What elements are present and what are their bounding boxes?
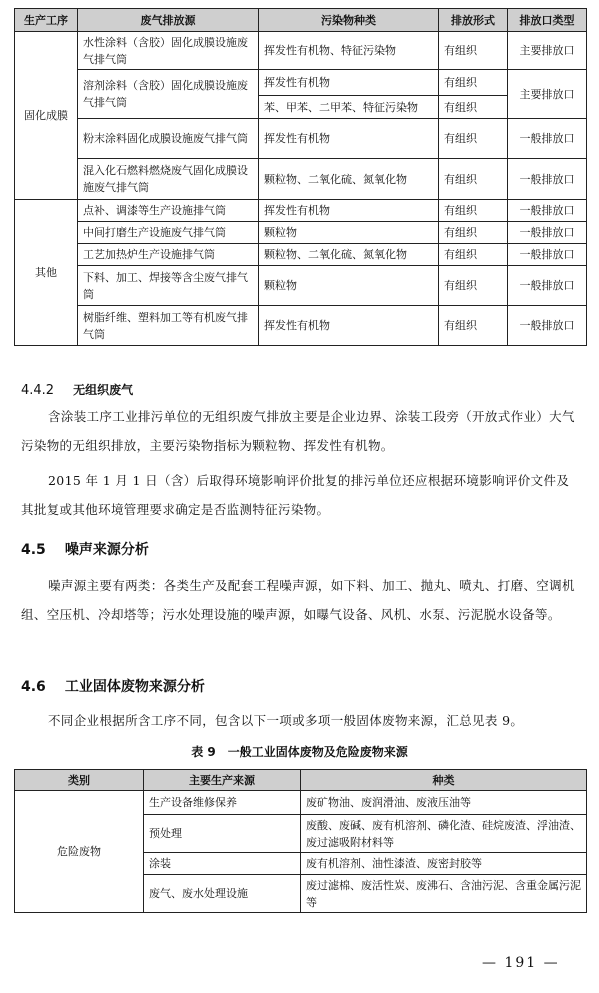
outlet-type-cell: 一般排放口: [508, 266, 587, 306]
source-cell: 废气、废水处理设施: [144, 875, 301, 913]
header-main-source: 主要生产来源: [144, 770, 301, 791]
outlet-type-cell: 一般排放口: [508, 222, 587, 244]
pollutant-cell: 挥发性有机物: [259, 119, 439, 159]
emission-source-table: [14, 8, 587, 346]
source-cell: 涂装: [144, 853, 301, 875]
table-header-row: [15, 9, 587, 32]
outlet-type-cell: 一般排放口: [508, 306, 587, 346]
section-45-heading: [21, 539, 149, 559]
source-cell: 中间打磨生产设施废气排气筒: [78, 222, 259, 244]
table-row: [15, 222, 587, 244]
header-category: 类别: [15, 770, 144, 791]
section-title: 无组织废气: [73, 383, 134, 397]
paragraph-monitoring: 2015 年 1 月 1 日（含）后取得环境影响评价批复的排污单位还应根据环境影响评价文件及其批复或其他环境管理要求确定是否监测特征污染物。: [21, 473, 570, 517]
source-cell: 水性涂料（含胶）固化成膜设施废气排气筒: [78, 32, 259, 70]
table-row: [15, 159, 587, 200]
form-cell: 有组织: [439, 306, 508, 346]
kind-cell: 废酸、废碱、废有机溶剂、磷化渣、硅烷废渣、浮油渣、废过滤吸附材料等: [301, 815, 587, 853]
table-9-caption: 表 9 一般工业固体废物及危险废物来源: [191, 745, 408, 759]
section-number: 4.4.2: [21, 383, 55, 398]
table-row: [15, 119, 587, 159]
source-cell: 生产设备维修保养: [144, 791, 301, 815]
header-pollutant: 污染物种类: [259, 9, 439, 32]
pollutant-cell: 颗粒物、二氧化硫、氮氧化物: [259, 244, 439, 266]
section-number: 4.6: [21, 679, 46, 695]
form-cell: 有组织: [439, 32, 508, 70]
form-cell: 有组织: [439, 222, 508, 244]
header-form: 排放形式: [439, 9, 508, 32]
solid-waste-table: [14, 769, 587, 913]
section-number: 4.5: [21, 542, 46, 558]
outlet-type-cell: 一般排放口: [508, 244, 587, 266]
paragraph-unorganized-emission: 含涂装工序工业排污单位的无组织废气排放主要是企业边界、涂装工段旁（开放式作业）大气污染物的无组织排放，主要污染物指标为颗粒物、挥发性有机物。: [21, 409, 575, 453]
form-cell: 有组织: [439, 96, 508, 119]
header-outlet-type: 排放口类型: [508, 9, 587, 32]
kind-cell: 废矿物油、废润滑油、废液压油等: [301, 791, 587, 815]
pollutant-cell: 颗粒物: [259, 266, 439, 306]
outlet-type-cell: 主要排放口: [508, 70, 587, 119]
form-cell: 有组织: [439, 200, 508, 222]
table-row: [15, 791, 587, 815]
source-cell: 下料、加工、焊接等含尘废气排气筒: [78, 266, 259, 306]
page-number: — 191 —: [482, 955, 560, 971]
outlet-type-cell: 一般排放口: [508, 119, 587, 159]
source-cell: 点补、调漆等生产设施排气筒: [78, 200, 259, 222]
table-row: [15, 266, 587, 306]
pollutant-cell: 挥发性有机物: [259, 200, 439, 222]
paragraph-noise: 噪声源主要有两类：各类生产及配套工程噪声源，如下料、加工、抛丸、喷丸、打磨、空调机组、空压机、冷却塔等；污水处理设施的噪声源，如曝气设备、风机、水泵、污泥脱水设备等。: [21, 578, 575, 622]
source-cell: 工艺加热炉生产设施排气筒: [78, 244, 259, 266]
section-title: 噪声来源分析: [64, 542, 149, 558]
header-source: 废气排放源: [78, 9, 259, 32]
kind-cell: 废过滤棉、废活性炭、废沸石、含油污泥、含重金属污泥等: [301, 875, 587, 913]
section-46-heading: [21, 676, 205, 696]
pollutant-cell: 颗粒物、二氧化硫、氮氧化物: [259, 159, 439, 200]
table-row: [15, 306, 587, 346]
source-cell: 树脂纤维、塑料加工等有机废气排气筒: [78, 306, 259, 346]
form-cell: 有组织: [439, 159, 508, 200]
paragraph-solid-waste: 不同企业根据所含工序不同，包含以下一项或多项一般固体废物来源，汇总见表 9。: [48, 713, 524, 728]
pollutant-cell: 挥发性有机物: [259, 70, 439, 96]
source-cell: 溶剂涂料（含胶）固化成膜设施废气排气筒: [78, 70, 259, 119]
header-process: 生产工序: [15, 9, 78, 32]
pollutant-cell: 挥发性有机物、特征污染物: [259, 32, 439, 70]
source-cell: 粉末涂料固化成膜设施废气排气筒: [78, 119, 259, 159]
header-kind: 种类: [301, 770, 587, 791]
pollutant-cell: 颗粒物: [259, 222, 439, 244]
process-group-curing: 固化成膜: [15, 32, 78, 200]
table-row: [15, 32, 587, 70]
table-row: [15, 70, 587, 96]
outlet-type-cell: 一般排放口: [508, 159, 587, 200]
table-header-row: [15, 770, 587, 791]
section-title: 工业固体废物来源分析: [64, 679, 205, 695]
section-442-heading: [21, 379, 133, 398]
source-cell: 混入化石燃料燃烧废气固化成膜设施废气排气筒: [78, 159, 259, 200]
process-group-other: 其他: [15, 200, 78, 346]
form-cell: 有组织: [439, 70, 508, 96]
table-row: [15, 244, 587, 266]
kind-cell: 废有机溶剂、油性漆渣、废密封胶等: [301, 853, 587, 875]
table-row: [15, 200, 587, 222]
category-hazardous-waste: 危险废物: [15, 791, 144, 913]
form-cell: 有组织: [439, 266, 508, 306]
form-cell: 有组织: [439, 119, 508, 159]
outlet-type-cell: 主要排放口: [508, 32, 587, 70]
form-cell: 有组织: [439, 244, 508, 266]
pollutant-cell: 苯、甲苯、二甲苯、特征污染物: [259, 96, 439, 119]
pollutant-cell: 挥发性有机物: [259, 306, 439, 346]
outlet-type-cell: 一般排放口: [508, 200, 587, 222]
source-cell: 预处理: [144, 815, 301, 853]
